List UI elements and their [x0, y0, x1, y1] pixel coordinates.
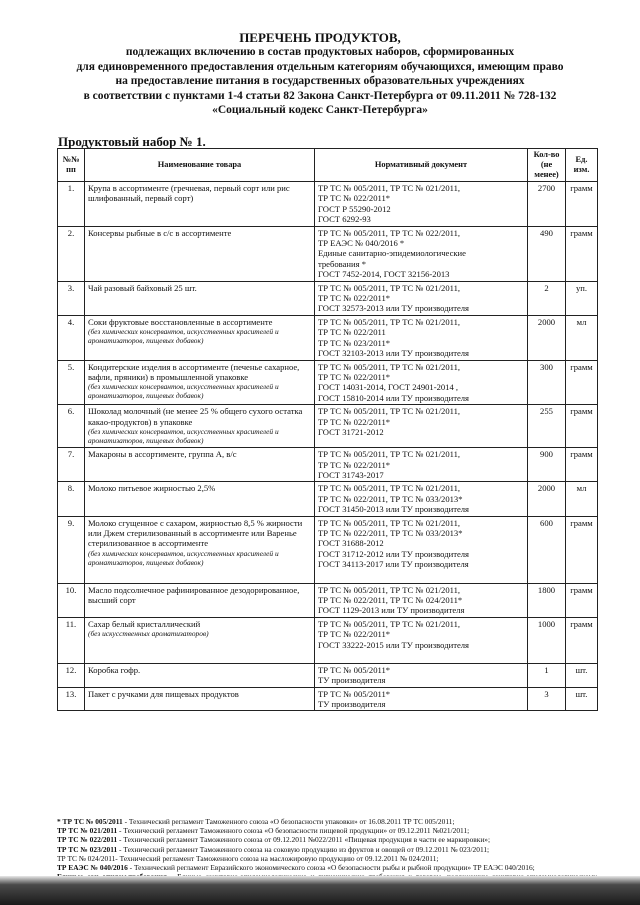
col-header-qty: Кол-во (не менее): [528, 149, 566, 182]
normative-doc-line: ТР ТС № 022/2011*: [318, 416, 391, 427]
table-row: [58, 405, 598, 448]
normative-doc-line: ТР ТС № 005/2011, ТР ТС № 021/2011,: [318, 282, 461, 293]
footnote-text: - Технический регламент Таможенного союза «О безопасности упаковки» от 16.08.2011 ТР ТС 005/2011;: [122, 817, 455, 826]
product-name-cell: [85, 281, 315, 315]
product-note: (без искусственных ароматизаторов): [88, 629, 209, 639]
row-number: 8.: [58, 482, 85, 516]
normative-docs-cell: [315, 687, 528, 711]
table-row: [58, 226, 598, 281]
normative-doc-line: ТР ТС № 005/2011, ТР ТС № 021/2011,: [318, 316, 461, 327]
normative-doc-line: ГОСТ 31688-2012: [318, 538, 384, 549]
unit: грамм: [566, 516, 598, 583]
product-name: Коробка гофр.: [88, 664, 141, 675]
quantity: 2: [528, 281, 566, 315]
product-name-cell: [85, 663, 315, 687]
quantity: 2700: [528, 182, 566, 227]
normative-doc-line: ГОСТ Р 55290-2012: [318, 203, 391, 214]
normative-doc-line: ТР ТС № 022/2011, ТР ТС № 033/2013*: [318, 527, 463, 538]
scan-edge: [0, 876, 640, 905]
product-note: (без химических консервантов, искусственных красителей и ароматизаторов, пищевых добавок): [88, 382, 279, 401]
normative-doc-line: ГОСТ 32573-2013 или ТУ производителя: [318, 303, 470, 314]
product-name: Молоко сгущенное с сахаром, жирностью 8,5 % жирности или Джем стерилизованный в ассортименте или Варенье стерилизованное в ассортименте: [88, 517, 303, 549]
normative-doc-line: ГОСТ 15810-2014 или ТУ производителя: [318, 392, 470, 403]
product-name-cell: [85, 482, 315, 516]
normative-doc-line: ТР ТС № 005/2011, ТР ТС № 021/2011,: [318, 183, 461, 193]
quantity: 900: [528, 448, 566, 482]
product-name-cell: [85, 687, 315, 711]
footnote-text: - Технический регламент Таможенного союза от 09.12.2011 №022/2011 «Пищевая продукция в части ее маркировки»;: [117, 835, 491, 845]
footnote-term: ТР ТС № 022/2011: [57, 835, 118, 845]
normative-doc-line: ГОСТ 31743-2017: [318, 469, 384, 480]
product-name-cell: [85, 226, 315, 281]
normative-doc-line: ГОСТ 31450-2013 или ТУ производителя: [318, 504, 470, 515]
product-note: (без химических консервантов, искусственных красителей и ароматизаторов, пищевых добавок): [88, 426, 279, 445]
product-name-cell: [85, 405, 315, 448]
product-name-cell: [85, 617, 315, 663]
footnote: [57, 845, 597, 854]
quantity: 1800: [528, 583, 566, 617]
normative-doc-line: ТР ТС № 022/2011*: [318, 193, 391, 204]
normative-doc-line: ГОСТ 34113-2017 или ТУ производителя: [318, 559, 469, 570]
normative-doc-line: Единые санитарно-эпидемиологические: [318, 248, 466, 259]
row-number: 4.: [58, 315, 85, 360]
unit: уп.: [566, 281, 598, 315]
quantity: 300: [528, 360, 566, 405]
row-number: 6.: [58, 405, 85, 448]
quantity: 1000: [528, 617, 566, 663]
row-number: 9.: [58, 516, 85, 583]
normative-doc-line: ГОСТ 32103-2013 или ТУ производителя: [318, 348, 470, 359]
footnote: [57, 863, 597, 872]
row-number: 1.: [58, 182, 85, 227]
product-name: Соки фруктовые восстановленные в ассортименте: [88, 316, 273, 327]
product-name-cell: [85, 315, 315, 360]
normative-doc-line: ТР ТС № 022/2011, ТР ТС № 024/2011*: [318, 594, 463, 605]
normative-doc-line: ТУ производителя: [318, 675, 386, 686]
normative-doc-line: ГОСТ 14031-2014, ГОСТ 24901-2014 ,: [318, 382, 459, 393]
quantity: 600: [528, 516, 566, 583]
product-name: Шоколад молочный (не менее 25 % общего сухого остатка какао-продуктов) в упаковке: [88, 406, 303, 427]
normative-doc-line: ТР ЕАЭС № 040/2016 *: [318, 238, 405, 249]
unit: грамм: [566, 360, 598, 405]
product-name-cell: [85, 583, 315, 617]
product-name: Крупа в ассортименте (гречневая, первый сорт или рис шлифованный, первый сорт): [88, 183, 290, 204]
product-name-cell: [85, 360, 315, 405]
unit: грамм: [566, 448, 598, 482]
footnote-text: - Технический регламент Евразийского экономического союза «О безопасности рыбы и рыбной продукции» ТР ЕАЭС 040/2016;: [127, 863, 535, 873]
row-number: 10.: [58, 583, 85, 617]
normative-docs-cell: [315, 482, 528, 516]
footnote: [57, 835, 597, 844]
unit: шт.: [566, 663, 598, 687]
footnote-term: * ТР ТС № 005/2011: [57, 817, 123, 826]
unit: мл: [566, 482, 598, 516]
row-number: 5.: [58, 360, 85, 405]
table-body: [58, 182, 598, 711]
table-row: [58, 182, 598, 227]
normative-docs-cell: [315, 663, 528, 687]
document-title: ПЕРЕЧЕНЬ ПРОДУКТОВ,: [239, 30, 401, 45]
unit: грамм: [566, 617, 598, 663]
subtitle-line: «Социальный кодекс Санкт-Петербурга»: [212, 104, 428, 116]
product-name: Масло подсолнечное рафинированное дезодорированное, высший сорт: [88, 584, 300, 605]
normative-doc-line: ТР ТС № 005/2011, ТР ТС № 021/2011,: [318, 517, 461, 528]
normative-docs-cell: [315, 226, 528, 281]
product-name: Чай разовый байховый 25 шт.: [88, 282, 197, 293]
normative-docs-cell: [315, 516, 528, 583]
product-name: Консервы рыбные в с/с в ассортименте: [88, 227, 232, 238]
product-name-cell: [85, 182, 315, 227]
unit: грамм: [566, 583, 598, 617]
product-name: Макароны в ассортименте, группа А, в/с: [88, 449, 237, 460]
table-header-row: [58, 149, 598, 182]
unit: грамм: [566, 226, 598, 281]
normative-docs-cell: [315, 405, 528, 448]
unit: грамм: [566, 182, 598, 227]
row-number: 2.: [58, 226, 85, 281]
quantity: 255: [528, 405, 566, 448]
normative-doc-line: ТР ТС № 005/2011*: [318, 688, 391, 699]
normative-doc-line: ГОСТ 6292-93: [318, 214, 371, 225]
normative-doc-line: ТР ТС № 023/2011*: [318, 337, 391, 348]
normative-doc-line: ТР ТС № 005/2011, ТР ТС № 021/2011,: [318, 449, 461, 460]
table-row: [58, 281, 598, 315]
subtitle-line: в соответствии с пунктами 1-4 статьи 82 Закона Санкт-Петербурга от 09.11.2011 № 728-132: [83, 89, 557, 102]
row-number: 13.: [58, 687, 85, 711]
product-name: Сахар белый кристаллический: [88, 618, 201, 629]
unit: шт.: [566, 687, 598, 711]
footnote: [57, 817, 597, 826]
col-header-doc: Нормативный документ: [315, 149, 528, 182]
normative-doc-line: требования *: [318, 258, 366, 269]
row-number: 11.: [58, 617, 85, 663]
products-table: [57, 148, 598, 711]
product-note: (без химических консервантов, искусственных красителей и ароматизаторов, пищевых добавок): [88, 548, 279, 567]
footnote: [57, 826, 597, 835]
quantity: 2000: [528, 315, 566, 360]
table-row: [58, 617, 598, 663]
product-name-cell: [85, 448, 315, 482]
quantity: 490: [528, 226, 566, 281]
quantity: 2000: [528, 482, 566, 516]
row-number: 3.: [58, 281, 85, 315]
normative-docs-cell: [315, 617, 528, 663]
normative-doc-line: ТР ТС № 022/2011*: [318, 371, 391, 382]
table-row: [58, 360, 598, 405]
normative-doc-line: ТР ТС № 005/2011, ТР ТС № 022/2011,: [318, 227, 461, 238]
normative-doc-line: ТР ТС № 022/2011: [318, 327, 386, 338]
normative-doc-line: ТР ТС № 022/2011*: [318, 629, 391, 640]
normative-docs-cell: [315, 583, 528, 617]
normative-doc-line: ТР ТС № 005/2011, ТР ТС № 021/2011,: [318, 361, 461, 372]
normative-docs-cell: [315, 448, 528, 482]
table-row: [58, 663, 598, 687]
product-note: (без химических консервантов, искусственных красителей и ароматизаторов, пищевых добавок): [88, 327, 279, 346]
product-name: Молоко питьевое жирностью 2,5%: [88, 483, 216, 494]
row-number: 7.: [58, 448, 85, 482]
normative-doc-line: ГОСТ 1129-2013 или ТУ производителя: [318, 605, 465, 616]
set-title: Продуктовый набор № 1.: [58, 134, 206, 149]
footnote: [57, 854, 597, 863]
normative-docs-cell: [315, 315, 528, 360]
normative-docs-cell: [315, 360, 528, 405]
table-row: [58, 516, 598, 583]
quantity: 3: [528, 687, 566, 711]
table-row: [58, 448, 598, 482]
document-subtitle: [40, 45, 600, 118]
unit: грамм: [566, 405, 598, 448]
normative-doc-line: ГОСТ 31712-2012 или ТУ производителя: [318, 548, 470, 559]
footnote-term: ТР ЕАЭС № 040/2016: [57, 863, 128, 873]
subtitle-line: подлежащих включению в состав продуктовых наборов, сформированных: [125, 46, 515, 58]
normative-doc-line: ТР ТС № 005/2011, ТР ТС № 021/2011,: [318, 618, 461, 629]
quantity: 1: [528, 663, 566, 687]
footnote-term: ТР ТС № 023/2011: [57, 844, 118, 854]
normative-doc-line: ТР ТС № 022/2011*: [318, 459, 391, 470]
product-name: Пакет с ручками для пищевых продуктов: [88, 688, 239, 699]
table-row: [58, 315, 598, 360]
col-header-num: №№ пп: [58, 149, 85, 182]
subtitle-line: для единовременного предоставления отдельным категориям обучающихся, имеющим право: [76, 60, 564, 73]
unit: мл: [566, 315, 598, 360]
col-header-unit: Ед. изм.: [566, 149, 598, 182]
table-row: [58, 583, 598, 617]
normative-docs-cell: [315, 281, 528, 315]
subtitle-line: на предоставление питания в государственных образовательных учреждениях: [115, 75, 525, 87]
normative-doc-line: ГОСТ 31721-2012: [318, 426, 384, 437]
table-row: [58, 687, 598, 711]
normative-doc-line: ГОСТ 7452-2014, ГОСТ 32156-2013: [318, 269, 450, 280]
product-name: Кондитерские изделия в ассортименте (печенье сахарное, вафли, пряники) в промышленной упаковке: [88, 361, 300, 382]
normative-docs-cell: [315, 182, 528, 227]
normative-doc-line: ТР ТС № 022/2011, ТР ТС № 033/2013*: [318, 493, 463, 504]
normative-doc-line: ТР ТС № 005/2011, ТР ТС № 021/2011,: [318, 584, 461, 595]
normative-doc-line: ТУ производителя: [318, 699, 386, 709]
normative-doc-line: ТР ТС № 005/2011*: [318, 664, 391, 675]
footnote-text: - Технический регламент Таможенного союза «О безопасности пищевой продукции» от 09.12.2011 №021/2011;: [117, 826, 470, 836]
row-number: 12.: [58, 663, 85, 687]
normative-doc-line: ТР ТС № 005/2011, ТР ТС № 021/2011,: [318, 483, 461, 494]
footnote-text: ТР ТС № 024/2011- Технический регламент Таможенного союза на масложировую продукцию от 09.12.2011 № 024/2011;: [57, 853, 439, 863]
footnote-term: ТР ТС № 021/2011: [57, 826, 118, 836]
normative-doc-line: ГОСТ 33222-2015 или ТУ производителя: [318, 639, 470, 650]
normative-doc-line: ТР ТС № 022/2011*: [318, 293, 391, 304]
footnote-text: - Технический регламент Таможенного союза на соковую продукцию из фруктов и овощей от 09.12.2011 № 023/2011;: [117, 844, 490, 854]
table-row: [58, 482, 598, 516]
col-header-name: Наименование товара: [85, 149, 315, 182]
product-name-cell: [85, 516, 315, 583]
normative-doc-line: ТР ТС № 005/2011, ТР ТС № 021/2011,: [318, 406, 461, 417]
